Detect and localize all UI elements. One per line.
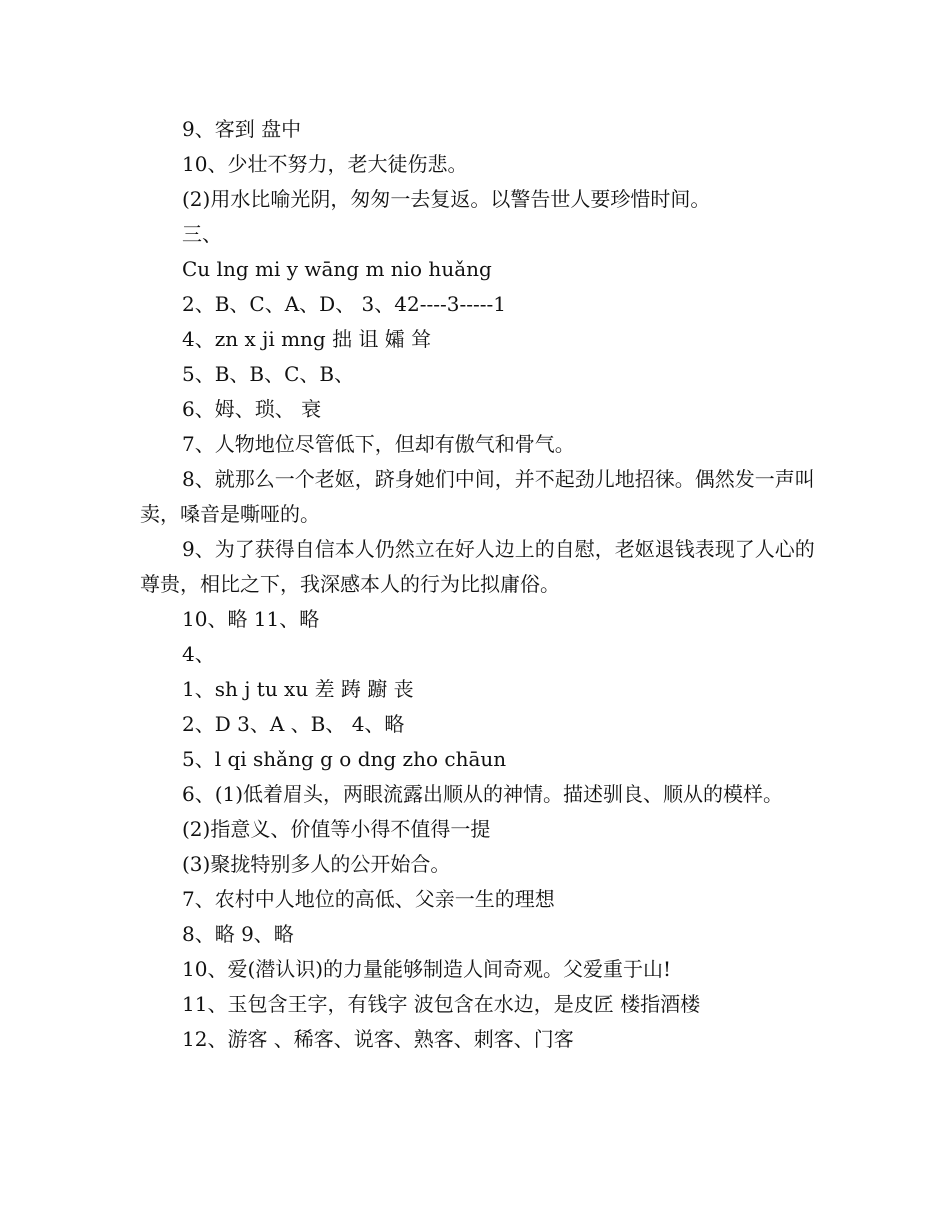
text-paragraph: 6、(1)低着眉头，两眼流露出顺从的神情。描述驯良、顺从的模样。 — [182, 782, 784, 806]
text-line: 5、l qi shǎng g o dng zho chāun — [182, 747, 507, 771]
text-line: 12、游客 、稀客、说客、熟客、刺客、门客 — [182, 1027, 574, 1051]
text-paragraph: 8、就那么一个老妪，跻身她们中间，并不起劲儿地招徕。偶然发一声叫卖，嗓音是嘶哑的。 — [140, 467, 815, 526]
document-body — [140, 112, 820, 1057]
text-line: 4、 — [182, 642, 215, 666]
text-line: 8、略 9、略 — [182, 922, 294, 946]
text-line: 5、B、B、C、B、 — [182, 362, 355, 386]
text-line: Cu lng mi y wāng m nio huǎng — [182, 257, 492, 281]
text-line: 11、玉包含王字，有钱字 波包含在水边，是皮匠 楼指酒楼 — [182, 992, 701, 1016]
text-line: 2、B、C、A、D、 3、42----3-----1 — [182, 292, 507, 316]
text-paragraph: 9、为了获得自信本人仍然立在好人边上的自慰，老妪退钱表现了人心的尊贵，相比之下，我深感本人的行为比拟庸俗。 — [140, 537, 815, 596]
text-line: 1、sh j tu xu 差 踌 躕 丧 — [182, 677, 414, 701]
text-line: (2)用水比喻光阴，匆匆一去复返。以警告世人要珍惜时间。 — [182, 187, 711, 211]
text-line: (2)指意义、价值等小得不值得一提 — [182, 817, 491, 841]
text-line: 10、略 11、略 — [182, 607, 320, 631]
text-line: 2、D 3、A 、B、 4、略 — [182, 712, 405, 736]
text-line: 三、 — [182, 222, 222, 246]
text-line: 10、少壮不努力，老大徒伤悲。 — [182, 152, 468, 176]
text-line: 10、爱(潜认识)的力量能够制造人间奇观。父爱重于山! — [182, 957, 672, 981]
text-line: (3)聚拢特别多人的公开始合。 — [182, 852, 451, 876]
text-line: 7、人物地位尽管低下，但却有傲气和骨气。 — [182, 432, 575, 456]
text-line: 7、农村中人地位的高低、父亲一生的理想 — [182, 887, 555, 911]
text-line: 6、姆、琐、 衰 — [182, 397, 322, 421]
text-line: 4、zn x ji mng 拙 诅 孀 耸 — [182, 327, 432, 351]
text-line: 9、客到 盘中 — [182, 117, 302, 141]
